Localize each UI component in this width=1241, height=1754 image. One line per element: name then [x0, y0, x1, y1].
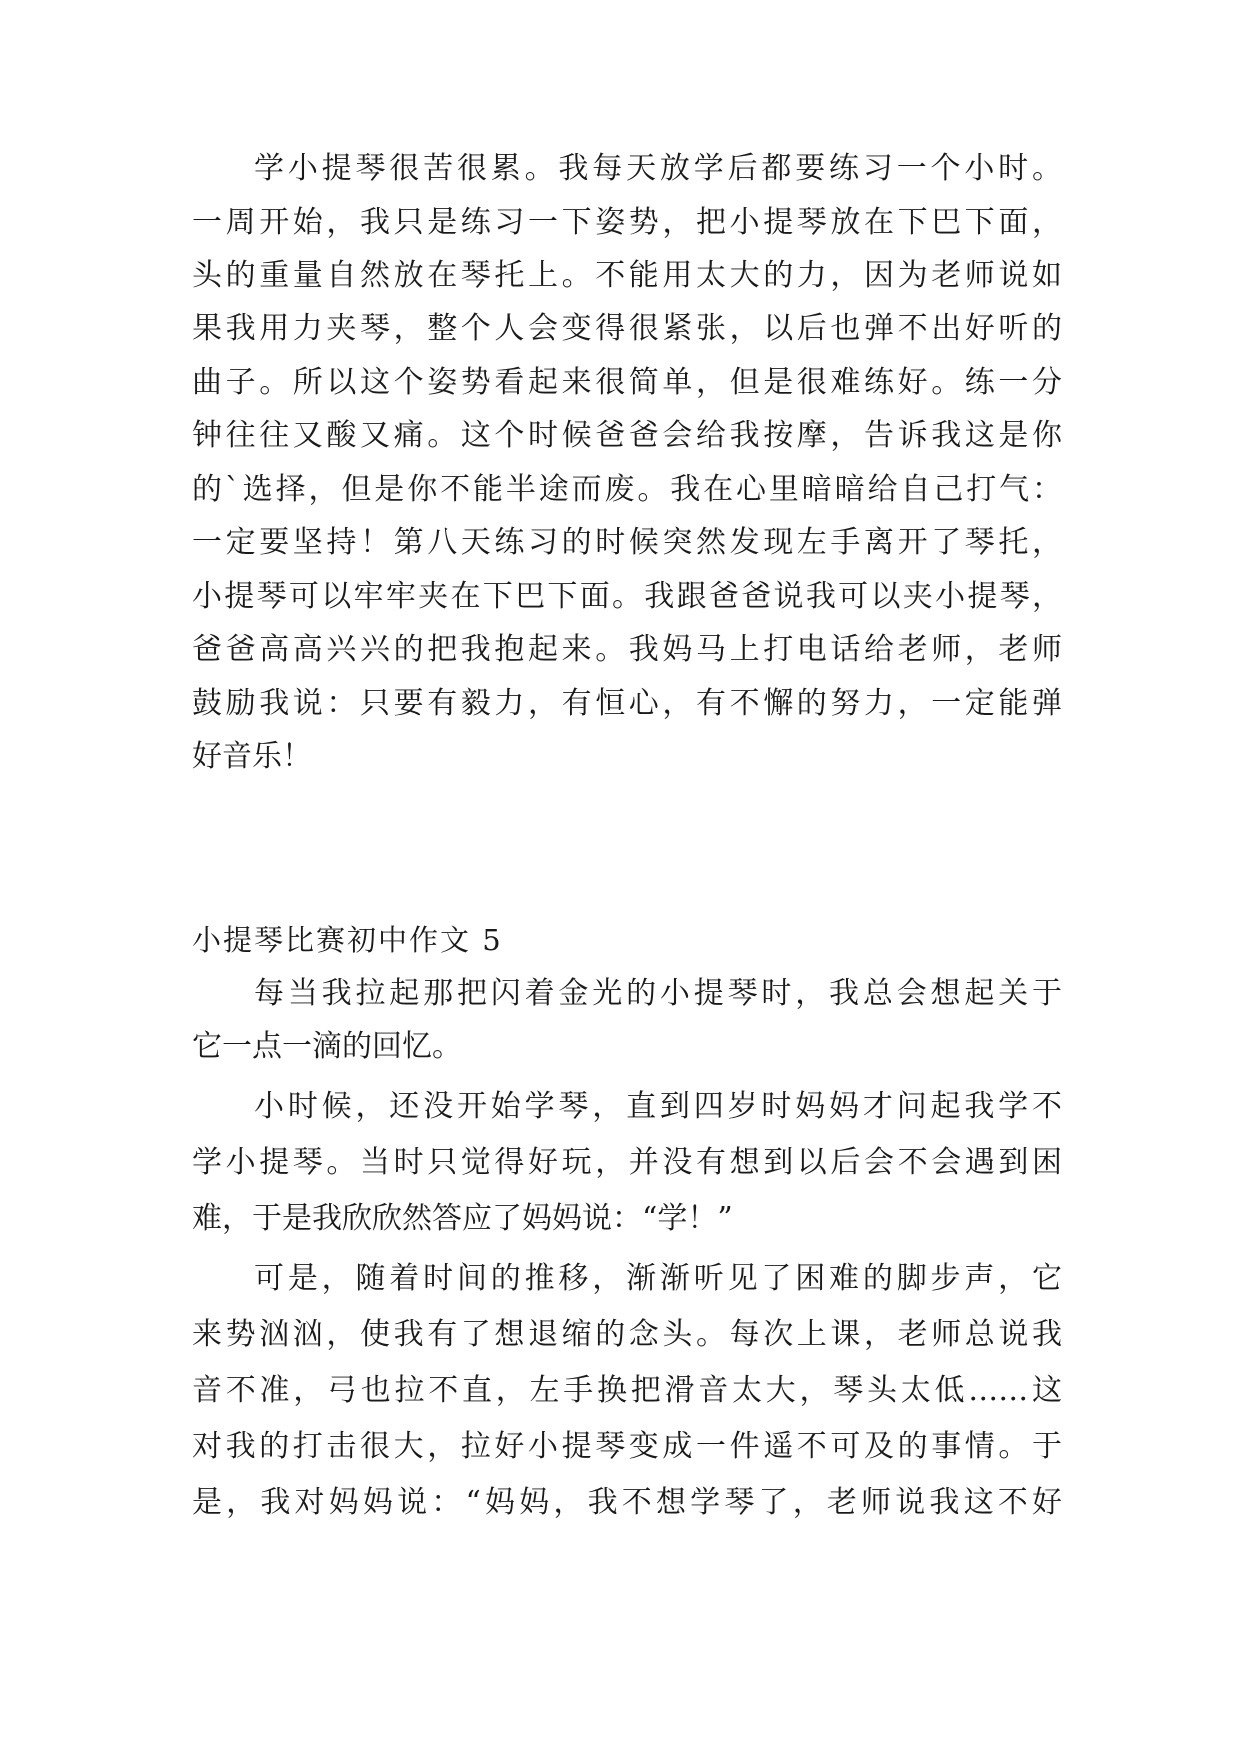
paragraph-2-line-2: 它一点一滴的回忆。 — [192, 1029, 462, 1064]
paragraph-4-line-2: 来势汹汹，使我有了想退缩的念头。每次上课，老师总说我 — [192, 1317, 1062, 1352]
paragraph-1-line-3: 头的重量自然放在琴托上。不能用太大的力，因为老师说如 — [192, 258, 1062, 293]
paragraph-1-line-8: 一定要坚持！第八天练习的时候突然发现左手离开了琴托， — [192, 525, 1062, 560]
paragraph-4-line-4: 对我的打击很大，拉好小提琴变成一件遥不可及的事情。于 — [192, 1429, 1062, 1464]
paragraph-1-line-6: 钟往往又酸又痛。这个时候爸爸会给我按摩，告诉我这是你 — [192, 418, 1062, 453]
paragraph-1-line-5: 曲子。所以这个姿势看起来很简单，但是很难练好。练一分 — [192, 365, 1062, 400]
paragraph-2-line-1: 每当我拉起那把闪着金光的小提琴时，我总会想起关于 — [254, 976, 1062, 1011]
paragraph-1-line-7: 的`选择，但是你不能半途而废。我在心里暗暗给自己打气： — [192, 472, 1062, 507]
paragraph-4-line-3: 音不准，弓也拉不直，左手换把滑音太大，琴头太低……这 — [192, 1373, 1062, 1408]
essay-title: 小提琴比赛初中作文 5 — [192, 923, 503, 957]
paragraph-1-line-2: 一周开始，我只是练习一下姿势，把小提琴放在下巴下面， — [192, 205, 1062, 240]
paragraph-1-line-4: 果我用力夹琴，整个人会变得很紧张，以后也弹不出好听的 — [192, 311, 1062, 346]
paragraph-1-line-12: 好音乐！ — [192, 739, 312, 774]
paragraph-3-line-1: 小时候，还没开始学琴，直到四岁时妈妈才问起我学不 — [254, 1089, 1062, 1124]
paragraph-1-line-10: 爸爸高高兴兴的把我抱起来。我妈马上打电话给老师，老师 — [192, 632, 1062, 667]
paragraph-1-line-1: 学小提琴很苦很累。我每天放学后都要练习一个小时。 — [254, 151, 1062, 186]
paragraph-1-line-11: 鼓励我说：只要有毅力，有恒心，有不懈的努力，一定能弹 — [192, 686, 1062, 721]
paragraph-4-line-5: 是，我对妈妈说：“妈妈，我不想学琴了，老师说我这不好 — [192, 1485, 1062, 1520]
paragraph-1-line-9: 小提琴可以牢牢夹在下巴下面。我跟爸爸说我可以夹小提琴， — [192, 579, 1062, 614]
paragraph-4-line-1: 可是，随着时间的推移，渐渐听见了困难的脚步声，它 — [254, 1261, 1062, 1296]
paragraph-3-line-2: 学小提琴。当时只觉得好玩，并没有想到以后会不会遇到困 — [192, 1145, 1062, 1180]
paragraph-3-line-3: 难，于是我欣欣然答应了妈妈说：“学！” — [192, 1201, 733, 1236]
